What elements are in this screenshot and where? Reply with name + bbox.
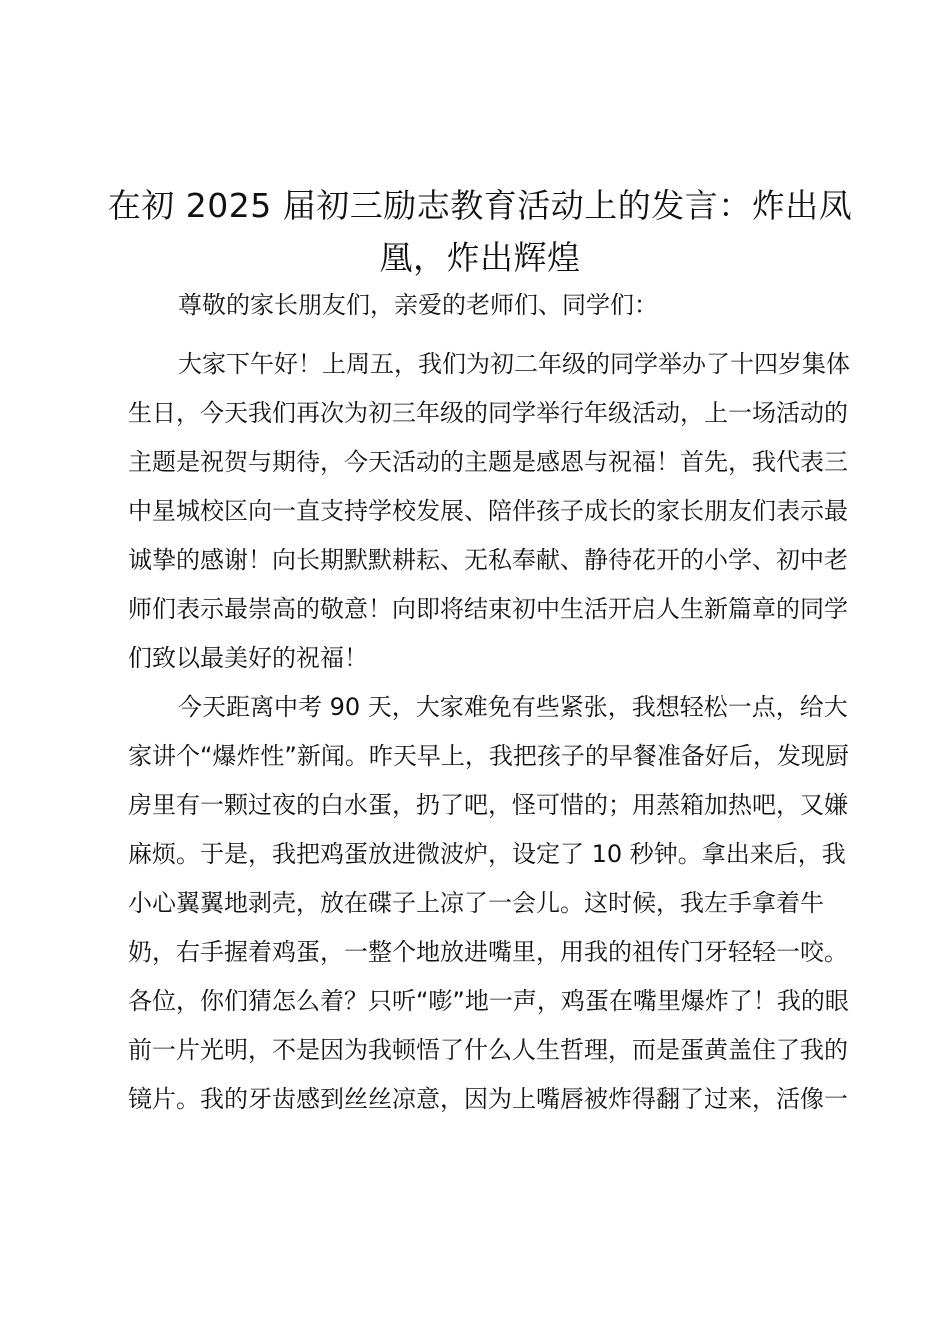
salutation-paragraph: 尊敬的家长朋友们，亲爱的老师们、同学们： <box>178 291 658 319</box>
body-paragraph: 今天距离中考 90 天，大家难免有些紧张，我想轻松一点，给大家讲个“爆炸性”新闻。昨天早上，我把孩子的早餐准备好后，发现厨房里有一颗过夜的白水蛋，扔了吧，怪可惜的；用蒸箱加热吧，又嫌麻烦。于是，我把鸡蛋放进微波炉，设定了 10 秒钟。拿出来后，我小心翼翼地剥壳，放在碟子上凉了一会儿。这时候，我左手拿着牛奶，右手握着鸡蛋，一整个地放进嘴里，用我的祖传门牙轻轻一咬。各位，你们猜怎么着？只听“嘭”地一声，鸡蛋在嘴里爆炸了！我的眼前一片光明，不是因为我顿悟了什么人生哲理，而是蛋黄盖住了我的镜片。我的牙齿感到丝丝凉意，因为上嘴唇被炸得翻了过来，活像一 <box>128 693 849 1113</box>
document-body <box>128 281 868 1124</box>
body-paragraph: 大家下午好！上周五，我们为初二年级的同学举办了十四岁集体生日，今天我们再次为初三年级的同学举行年级活动，上一场活动的主题是祝贺与期待，今天活动的主题是感恩与祝福！首先，我代表三中星城校区向一直支持学校发展、陪伴孩子成长的家长朋友们表示最诚挚的感谢！向长期默默耕耘、无私奉献、静待花开的小学、初中老师们表示最崇高的敬意！向即将结束初中生活开启人生新篇章的同学们致以最美好的祝福！ <box>128 350 850 672</box>
document-title: 在初 2025 届初三励志教育活动上的发言：炸出凤凰，炸出辉煌 <box>107 186 853 277</box>
